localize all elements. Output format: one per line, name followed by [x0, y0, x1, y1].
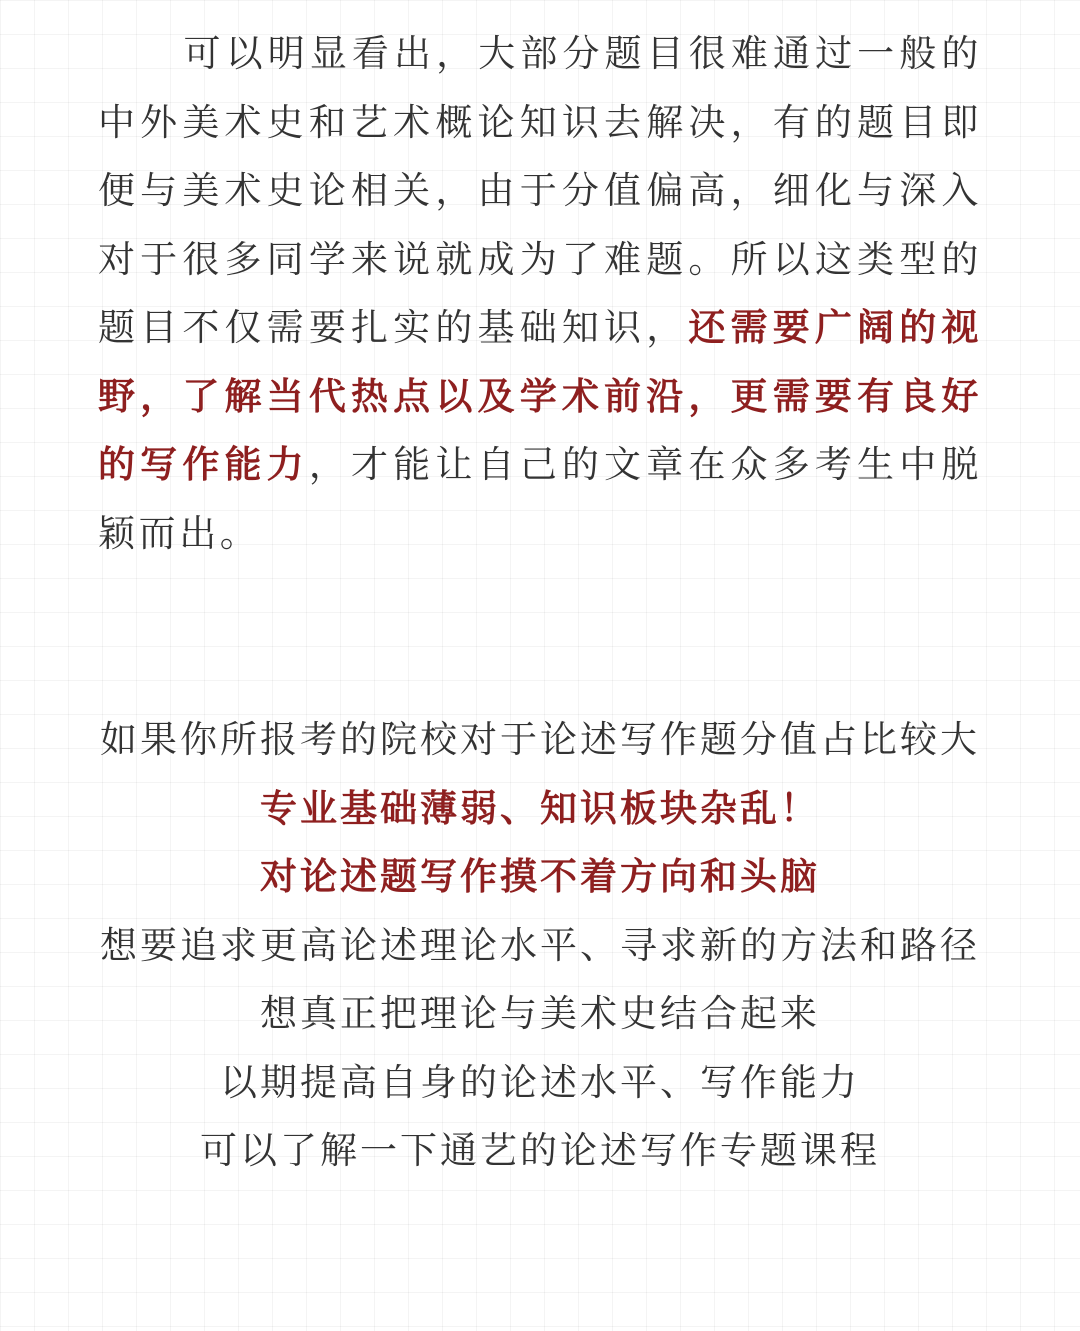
paragraph-text-part2: ，才能让自己的文章在众多考生中脱颖而出。 [98, 443, 983, 555]
callout-line-1: 如果你所报考的院校对于论述写作题分值占比较大 [100, 718, 980, 761]
callout-line-7: 可以了解一下通艺的论述写作专题课程 [200, 1129, 880, 1172]
callout-block [90, 706, 990, 1186]
callout-line-4: 想要追求更高论述理论水平、寻求新的方法和路径 [100, 923, 980, 967]
callout-line-3-emphasis: 对论述题写作摸不着方向和头脑 [260, 855, 820, 898]
intro-paragraph [98, 20, 982, 568]
callout-line-5: 想真正把理论与美术史结合起来 [260, 992, 820, 1035]
paragraph-highlight: 还需要广阔的视野，了解当代热点以及学术前沿，更需要有良好的写作能力 [98, 306, 982, 486]
callout-line-6: 以期提高自身的论述水平、写作能力 [220, 1060, 860, 1104]
paragraph-text-part1: 可以明显看出，大部分题目很难通过一般的中外美术史和艺术概论知识去解决，有的题目即便与美术史论相关，由于分值偏高，细化与深入对于很多同学来说就成为了难题。所以这类型的题目不仅需要扎实的基础知识， [98, 32, 982, 349]
callout-line-2-emphasis: 专业基础薄弱、知识板块杂乱！ [260, 786, 820, 830]
